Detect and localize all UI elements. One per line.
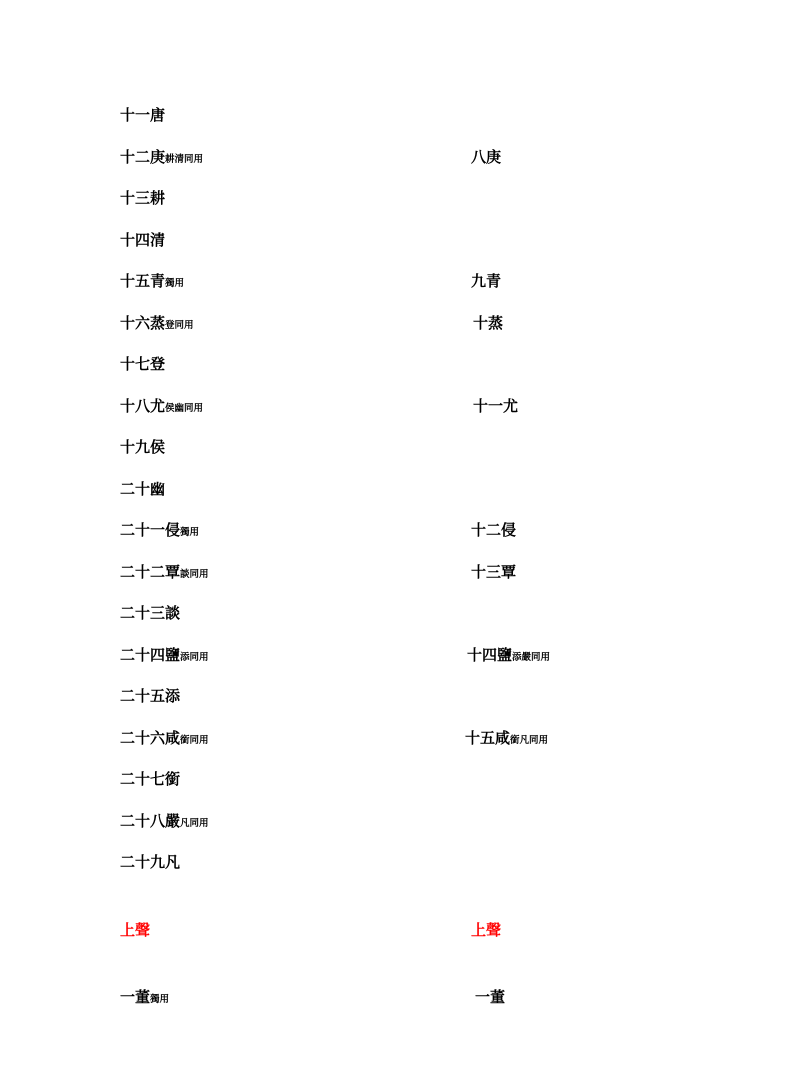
rhyme-name: 一董: [475, 988, 506, 1006]
rhyme-name: 二十三談: [120, 604, 181, 622]
left-rhyme-entry: [120, 186, 165, 213]
left-rhyme-entry: [120, 601, 180, 628]
rhyme-name: 二十二覃: [120, 563, 181, 581]
left-rhyme-entry: [120, 726, 209, 753]
rhyme-name: 二十九凡: [120, 853, 181, 871]
rhyme-name: 九青: [471, 272, 502, 290]
left-rhyme-entry: [120, 985, 169, 1012]
left-rhyme-entry: [120, 643, 209, 670]
right-rhyme-entry: [471, 560, 516, 587]
rhyme-row: [0, 560, 792, 584]
rhyme-name: 十九侯: [120, 438, 166, 456]
rhyme-name: 十一尤: [473, 397, 519, 415]
rhyme-note: 凡同用: [180, 818, 209, 829]
right-rhyme-entry: [465, 726, 548, 753]
right-rhyme-entry: [471, 269, 501, 296]
rhyme-note: 獨用: [150, 994, 170, 1005]
rhyme-row: [0, 643, 792, 667]
left-rhyme-entry: [120, 809, 209, 836]
rhyme-row: [0, 985, 792, 1009]
left-rhyme-entry: [120, 103, 165, 130]
rhyme-name: 十八尤: [120, 397, 166, 415]
rhyme-name: 二十六咸: [120, 729, 181, 747]
rhyme-name: 十七登: [120, 355, 166, 373]
section-heading-row: [0, 918, 792, 942]
rhyme-row: [0, 435, 792, 459]
left-rhyme-entry: [120, 269, 184, 296]
rhyme-row: [0, 145, 792, 169]
left-section-heading: [120, 918, 150, 942]
rhyme-row: [0, 269, 792, 293]
rhyme-note: 談同用: [180, 569, 209, 580]
rhyme-note: 銜凡同用: [510, 735, 549, 746]
rhyme-row: [0, 518, 792, 542]
rhyme-note: 獨用: [180, 527, 200, 538]
left-rhyme-entry: [120, 767, 180, 794]
right-section-heading: [471, 918, 501, 942]
rhyme-name: 十四鹽: [467, 646, 513, 664]
rhyme-name: 八庚: [471, 148, 502, 166]
rhyme-name: 二十一侵: [120, 521, 181, 539]
rhyme-note: 銜同用: [180, 735, 209, 746]
rhyme-row: [0, 684, 792, 708]
rhyme-name: 十二庚: [120, 148, 166, 166]
rhyme-name: 十五青: [120, 272, 166, 290]
left-rhyme-entry: [120, 518, 199, 545]
right-rhyme-entry: [471, 518, 516, 545]
right-rhyme-entry: [473, 311, 503, 338]
rhyme-name: 十三耕: [120, 189, 166, 207]
rhyme-name: 十四清: [120, 231, 166, 249]
rhyme-note: 侯幽同用: [165, 403, 204, 414]
rhyme-name: 十蒸: [473, 314, 504, 332]
left-rhyme-entry: [120, 145, 203, 172]
rhyme-name: 二十四鹽: [120, 646, 181, 664]
rhyme-name: 二十五添: [120, 687, 181, 705]
left-rhyme-entry: [120, 228, 165, 255]
section-heading-text: 上聲: [120, 921, 151, 939]
rhyme-row: [0, 311, 792, 335]
rhyme-note: 耕清同用: [165, 154, 204, 165]
left-rhyme-entry: [120, 394, 203, 421]
left-rhyme-entry: [120, 352, 165, 379]
rhyme-row: [0, 103, 792, 127]
left-rhyme-entry: [120, 850, 180, 877]
rhyme-row: [0, 394, 792, 418]
rhyme-note: 添同用: [180, 652, 209, 663]
rhyme-note: 添嚴同用: [512, 652, 551, 663]
rhyme-row: [0, 809, 792, 833]
rhyme-name: 十六蒸: [120, 314, 166, 332]
rhyme-name: 一董: [120, 988, 151, 1006]
rhyme-row: [0, 601, 792, 625]
rhyme-row: [0, 352, 792, 376]
left-rhyme-entry: [120, 311, 194, 338]
rhyme-name: 二十八嚴: [120, 812, 181, 830]
rhyme-row: [0, 186, 792, 210]
right-rhyme-entry: [475, 985, 505, 1012]
rhyme-row: [0, 767, 792, 791]
rhyme-row: [0, 477, 792, 501]
rhyme-row: [0, 726, 792, 750]
section-heading-text: 上聲: [471, 921, 502, 939]
rhyme-name: 二十七銜: [120, 770, 181, 788]
rhyme-name: 十五咸: [465, 729, 511, 747]
rhyme-row: [0, 850, 792, 874]
rhyme-note: 登同用: [165, 320, 194, 331]
left-rhyme-entry: [120, 435, 165, 462]
rhyme-note: 獨用: [165, 278, 185, 289]
right-rhyme-entry: [467, 643, 550, 670]
rhyme-name: 十二侵: [471, 521, 517, 539]
rhyme-name: 二十幽: [120, 480, 166, 498]
rhyme-name: 十一唐: [120, 106, 166, 124]
rhyme-name: 十三覃: [471, 563, 517, 581]
left-rhyme-entry: [120, 477, 165, 504]
rhyme-row: [0, 228, 792, 252]
right-rhyme-entry: [473, 394, 518, 421]
right-rhyme-entry: [471, 145, 501, 172]
left-rhyme-entry: [120, 560, 209, 587]
left-rhyme-entry: [120, 684, 180, 711]
